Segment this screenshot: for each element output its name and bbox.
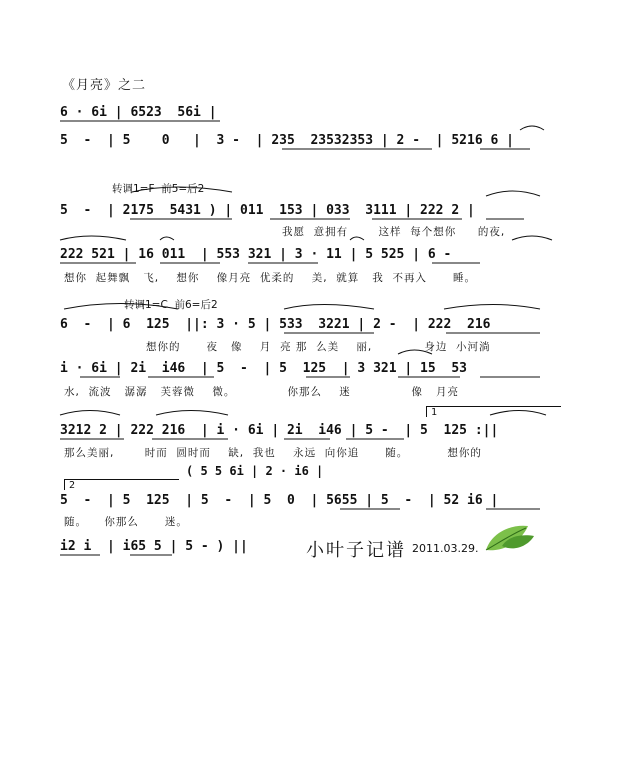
lyric-line-2: 想你 起舞飘 飞, 想你 像月亮 优柔的 美, 就算 我 不再入 睡。 — [64, 272, 476, 284]
modulation-note-2: 转调1=C 前6=后2 — [124, 299, 218, 311]
lyric-line-5: 那么美丽, 时而 圆时而 缺, 我也 永远 向你追 随。 想你的 — [64, 447, 482, 459]
song-title: 《月亮》之二 — [62, 78, 147, 93]
score-row-7: 3212 2 | 222 216 | i · 6i | 2i i46 | 5 - | 5 125 :|| — [60, 423, 499, 438]
modulation-note-1: 转调1=F 前5=后2 — [112, 183, 205, 195]
score-row-5: 6 - | 6 125 ||: 3 · 5 | 533 3221 | 2 - | 222 216 — [60, 317, 491, 332]
date: 2011.03.29. — [412, 542, 479, 555]
lyric-line-1: 我愿 意拥有 这样 每个想你 的夜, — [282, 226, 506, 238]
score-row-4: 222 521 | 16 011 | 553 321 | 3 · 11 | 5 525 | 6 - — [60, 247, 452, 262]
score-row-2: 5 - | 5 0 | 3 - | 235 23532353 | 2 - | 5216 6 | — [60, 133, 514, 148]
score-row-1: 6 · 6i | 6523 56i | — [60, 105, 217, 120]
score-row-8: 5 - | 5 125 | 5 - | 5 0 | 5655 | 5 - | 52 i6 | — [60, 493, 499, 508]
score-row-3: 5 - | 2175 5431 ) | 011 153 | 033 3111 | 222 2 | — [60, 203, 475, 218]
lyric-line-6: 随。 你那么 迷。 — [64, 516, 188, 528]
volta-2: 2 — [64, 479, 179, 490]
volta-1: 1 — [426, 406, 561, 417]
ending-chord: ( 5 5 6i | 2 · i6 | — [186, 464, 324, 478]
lyric-line-4: 水, 流波 潺潺 芙蓉微 微。 你那么 迷 像 月亮 — [64, 386, 460, 398]
lyric-line-3: 想你的 夜 像 月 亮 那 么美 丽, 身边 小河淌 — [146, 341, 491, 353]
signature: 小叶子记谱 — [306, 540, 406, 561]
score-row-6: i · 6i | 2i i46 | 5 - | 5 125 | 3 321 | 15 53 — [60, 361, 467, 376]
score-row-9: i2 i | i65 5 | 5 - ) || — [60, 539, 248, 554]
